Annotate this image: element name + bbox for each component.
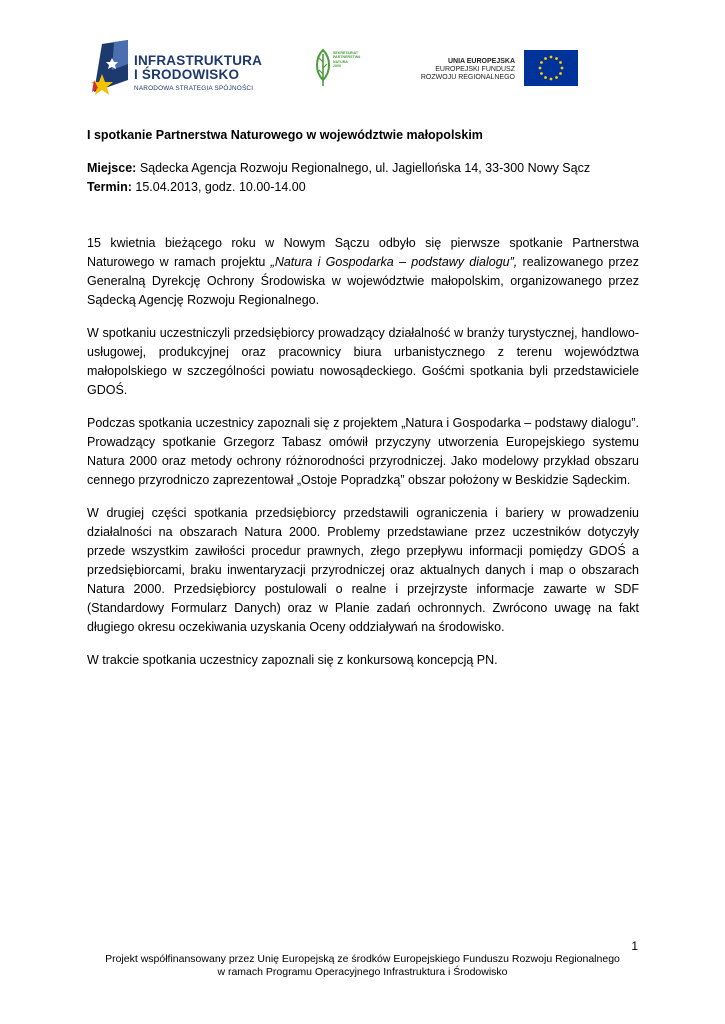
eu-star-icon	[550, 78, 553, 81]
logo-center-line1: SEKRETARIAT	[333, 51, 359, 55]
eu-star-icon	[539, 67, 542, 70]
eu-erdf-logo	[418, 46, 578, 86]
star-emblem-icon	[88, 40, 132, 100]
project-name: „Natura i Gospodarka – podstawy dialogu”,	[270, 255, 518, 269]
place-value: Sądecka Agencja Rozwoju Regionalnego, ul. Jagiellońska 14, 33-300 Nowy Sącz	[136, 161, 591, 175]
logo-center-line4: 2000	[333, 64, 341, 69]
paragraph-3: Podczas spotkania uczestnicy zapoznali się z projektem „Natura i Gospodarka – podstawy dialogu”. Prowadzący spotkanie Grzegorz Tabasz omówił przyczyny utworzenia Europejskiego systemu Natura 2000 oraz metody ochrony różnorodności przyrodniczej. Jako modelowy przykład obszaru cennego przyrodniczo zaprezentował „Ostoje Popradzką” obszar położony w Beskidzie Sądeckim.	[87, 416, 639, 487]
page-footer	[0, 953, 725, 979]
eu-star-icon	[555, 57, 558, 60]
leaf-icon	[313, 48, 333, 88]
logo-right-line2: EUROPEJSKI FUNDUSZ	[435, 66, 515, 74]
paragraph-1-end: realizowanego przez Generalną Dyrekcję Ochrony Środowiska w województwie małopolskim, organizowanego przez Sądecką Agencję Rozwoju Regionalnego.	[87, 255, 639, 307]
paragraph-1-start: 15 kwietnia bieżącego roku w Nowym Sączu odbyło się pierwsze spotkanie Partnerstwa Naturowego w ramach projektu	[87, 236, 639, 269]
logo-center-line3: NATURA	[333, 59, 348, 64]
eu-star-icon	[540, 72, 543, 75]
logo-left-line3: NARODOWA STRATEGIA SPÓJNOŚCI	[134, 85, 254, 92]
paragraph-5: W trakcie spotkania uczestnicy zapoznali się z konkursową koncepcją PN.	[87, 653, 498, 667]
place-line	[87, 159, 639, 178]
paragraph-1	[87, 234, 639, 310]
paragraph-4: W drugiej części spotkania przedsiębiorcy przedstawili ograniczenia i bariery w prowadzeniu działalności na obszarach Natura 2000. Problemy przedstawiane przez uczestników dotyczyły przede wszystkim zawiłości procedur prawnych, złego przepływu informacji pomiędzy GDOŚ a przedsiębiorcami, braku inwentaryzacji przyrodniczej oraz aktualnych danych i map o obszarach Natura 2000. Przedsiębiorcy postulowali o realne i przejrzyste informacje zawarte w SDF (Standardowy Formularz Danych) oraz w Planie zadań ochronnych. Zwrócono uwagę na fakt długiego okresu oczekiwania uzyskania Oceny oddziaływań na środowisko.	[87, 506, 639, 634]
date-line	[87, 178, 639, 197]
logo-center-line2: PARTNERSTWA	[333, 55, 361, 60]
document-title: I spotkanie Partnerstwa Naturowego w województwie małopolskim	[87, 128, 483, 142]
date-label: Termin:	[87, 180, 132, 194]
logo-left-line1: INFRASTRUKTURA	[134, 53, 263, 68]
eu-star-icon	[540, 61, 543, 64]
eu-flag-icon	[524, 50, 578, 86]
eu-star-icon	[544, 57, 547, 60]
eu-star-icon	[561, 67, 564, 70]
document-body	[87, 126, 639, 670]
eu-star-icon	[559, 61, 562, 64]
infrastruktura-srodowisko-logo	[88, 40, 268, 102]
footer-line1: Projekt współfinansowany przez Unię Europejską ze środków Europejskiego Funduszu Rozwoju Regionalnego	[105, 953, 620, 965]
date-value: 15.04.2013, godz. 10.00-14.00	[131, 180, 306, 194]
paragraph-2: W spotkaniu uczestniczyli przedsiębiorcy prowadzący działalność w branży turystycznej, handlowo-usługowej, produkcyjnej oraz pracownicy biura urbanistycznego z terenu województwa małopolskiego w szczególności powiatu nowosądeckiego. Gośćmi spotkania byli przedstawiciele GDOŚ.	[87, 326, 639, 397]
logo-right-line3: ROZWOJU REGIONALNEGO	[420, 74, 515, 82]
logo-left-line2: I ŚRODOWISKO	[134, 67, 240, 82]
meeting-details	[87, 159, 639, 197]
page-number: 1	[631, 939, 638, 953]
logo-right-line1: UNIA EUROPEJSKA	[447, 58, 515, 65]
eu-star-icon	[555, 76, 558, 79]
footer-line2: w ramach Programu Operacyjnego Infrastruktura i Środowisko	[217, 966, 508, 978]
page-header	[0, 38, 725, 108]
eu-star-icon	[559, 72, 562, 75]
place-label: Miejsce:	[87, 161, 137, 175]
eu-star-icon	[544, 76, 547, 79]
natura-2000-logo	[313, 48, 361, 92]
eu-star-icon	[550, 56, 553, 59]
